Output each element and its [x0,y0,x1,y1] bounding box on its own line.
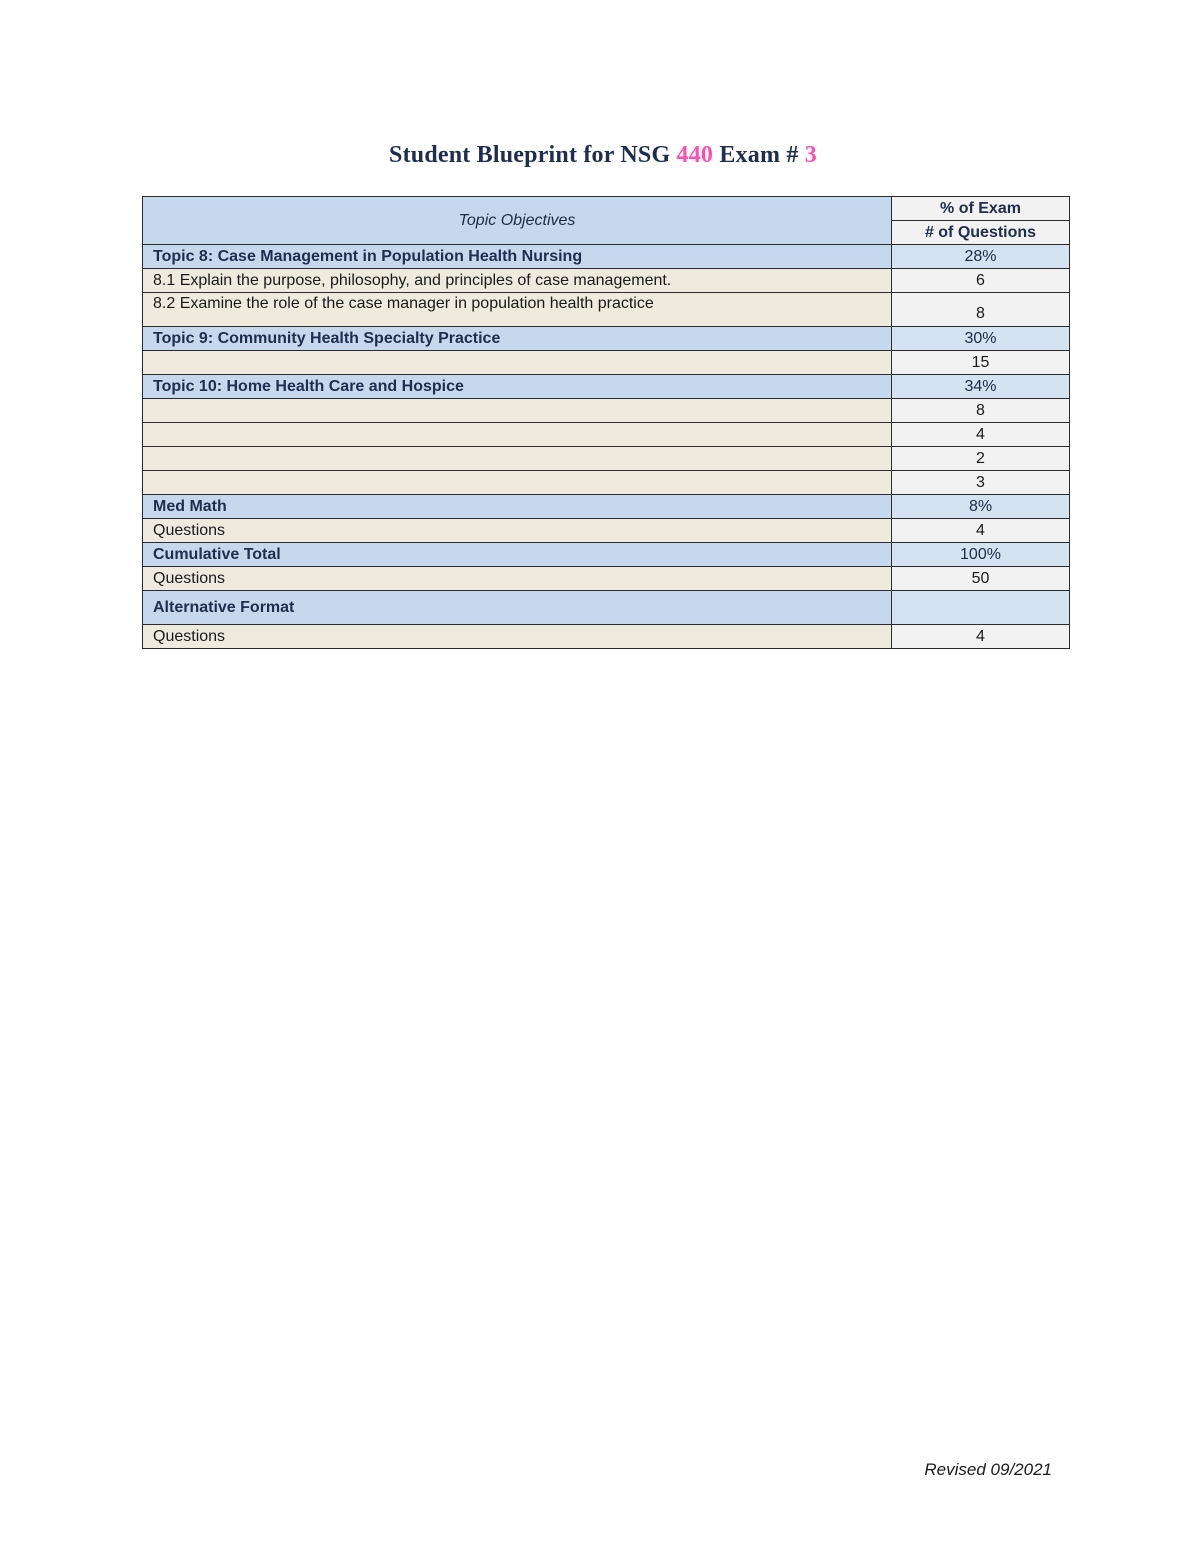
row-value: 8 [892,293,1070,327]
table-row [143,625,1070,649]
header-number-of-questions: # of Questions [892,221,1070,245]
row-value: 28% [892,245,1070,269]
row-objective: Alternative Format [143,591,892,625]
row-objective [143,399,892,423]
row-objective: Topic 10: Home Health Care and Hospice [143,375,892,399]
row-value: 30% [892,327,1070,351]
table-header-row [143,197,1070,221]
course-number: 440 [676,142,714,168]
table-row [143,245,1070,269]
row-objective [143,471,892,495]
row-value: 2 [892,447,1070,471]
row-objective: Questions [143,625,892,649]
row-value: 6 [892,269,1070,293]
table-row [143,447,1070,471]
table-row [143,351,1070,375]
row-objective [143,351,892,375]
row-value: 4 [892,519,1070,543]
table-row [143,495,1070,519]
row-value: 3 [892,471,1070,495]
row-objective: 8.2 Examine the role of the case manager in population health practice [143,293,892,327]
row-objective: 8.1 Explain the purpose, philosophy, and principles of case management. [143,269,892,293]
table-row [143,375,1070,399]
row-value [892,591,1070,625]
row-objective: Topic 9: Community Health Specialty Practice [143,327,892,351]
table-row [143,327,1070,351]
row-value: 15 [892,351,1070,375]
header-topic-objectives: Topic Objectives [143,197,892,245]
row-value: 50 [892,567,1070,591]
row-objective: Topic 8: Case Management in Population Health Nursing [143,245,892,269]
row-value: 100% [892,543,1070,567]
row-value: 8 [892,399,1070,423]
title-middle: Exam # [713,142,805,168]
table-row [143,519,1070,543]
table-row [143,269,1070,293]
table-row [143,567,1070,591]
revised-date: Revised 09/2021 [924,1460,1052,1479]
table-row [143,591,1070,625]
row-objective: Cumulative Total [143,543,892,567]
blueprint-table [142,196,1070,649]
table-row [143,471,1070,495]
row-objective: Questions [143,519,892,543]
exam-number: 3 [804,142,817,168]
table-row [143,543,1070,567]
row-objective [143,447,892,471]
row-objective [143,423,892,447]
row-objective: Med Math [143,495,892,519]
table-row [143,423,1070,447]
row-value: 34% [892,375,1070,399]
header-percent-of-exam: % of Exam [892,197,1070,221]
row-value: 4 [892,625,1070,649]
table-row [143,399,1070,423]
row-value: 8% [892,495,1070,519]
table-row [143,293,1070,327]
page-title [0,142,1200,169]
title-prefix: Student Blueprint for NSG [389,142,677,168]
row-value: 4 [892,423,1070,447]
row-objective: Questions [143,567,892,591]
